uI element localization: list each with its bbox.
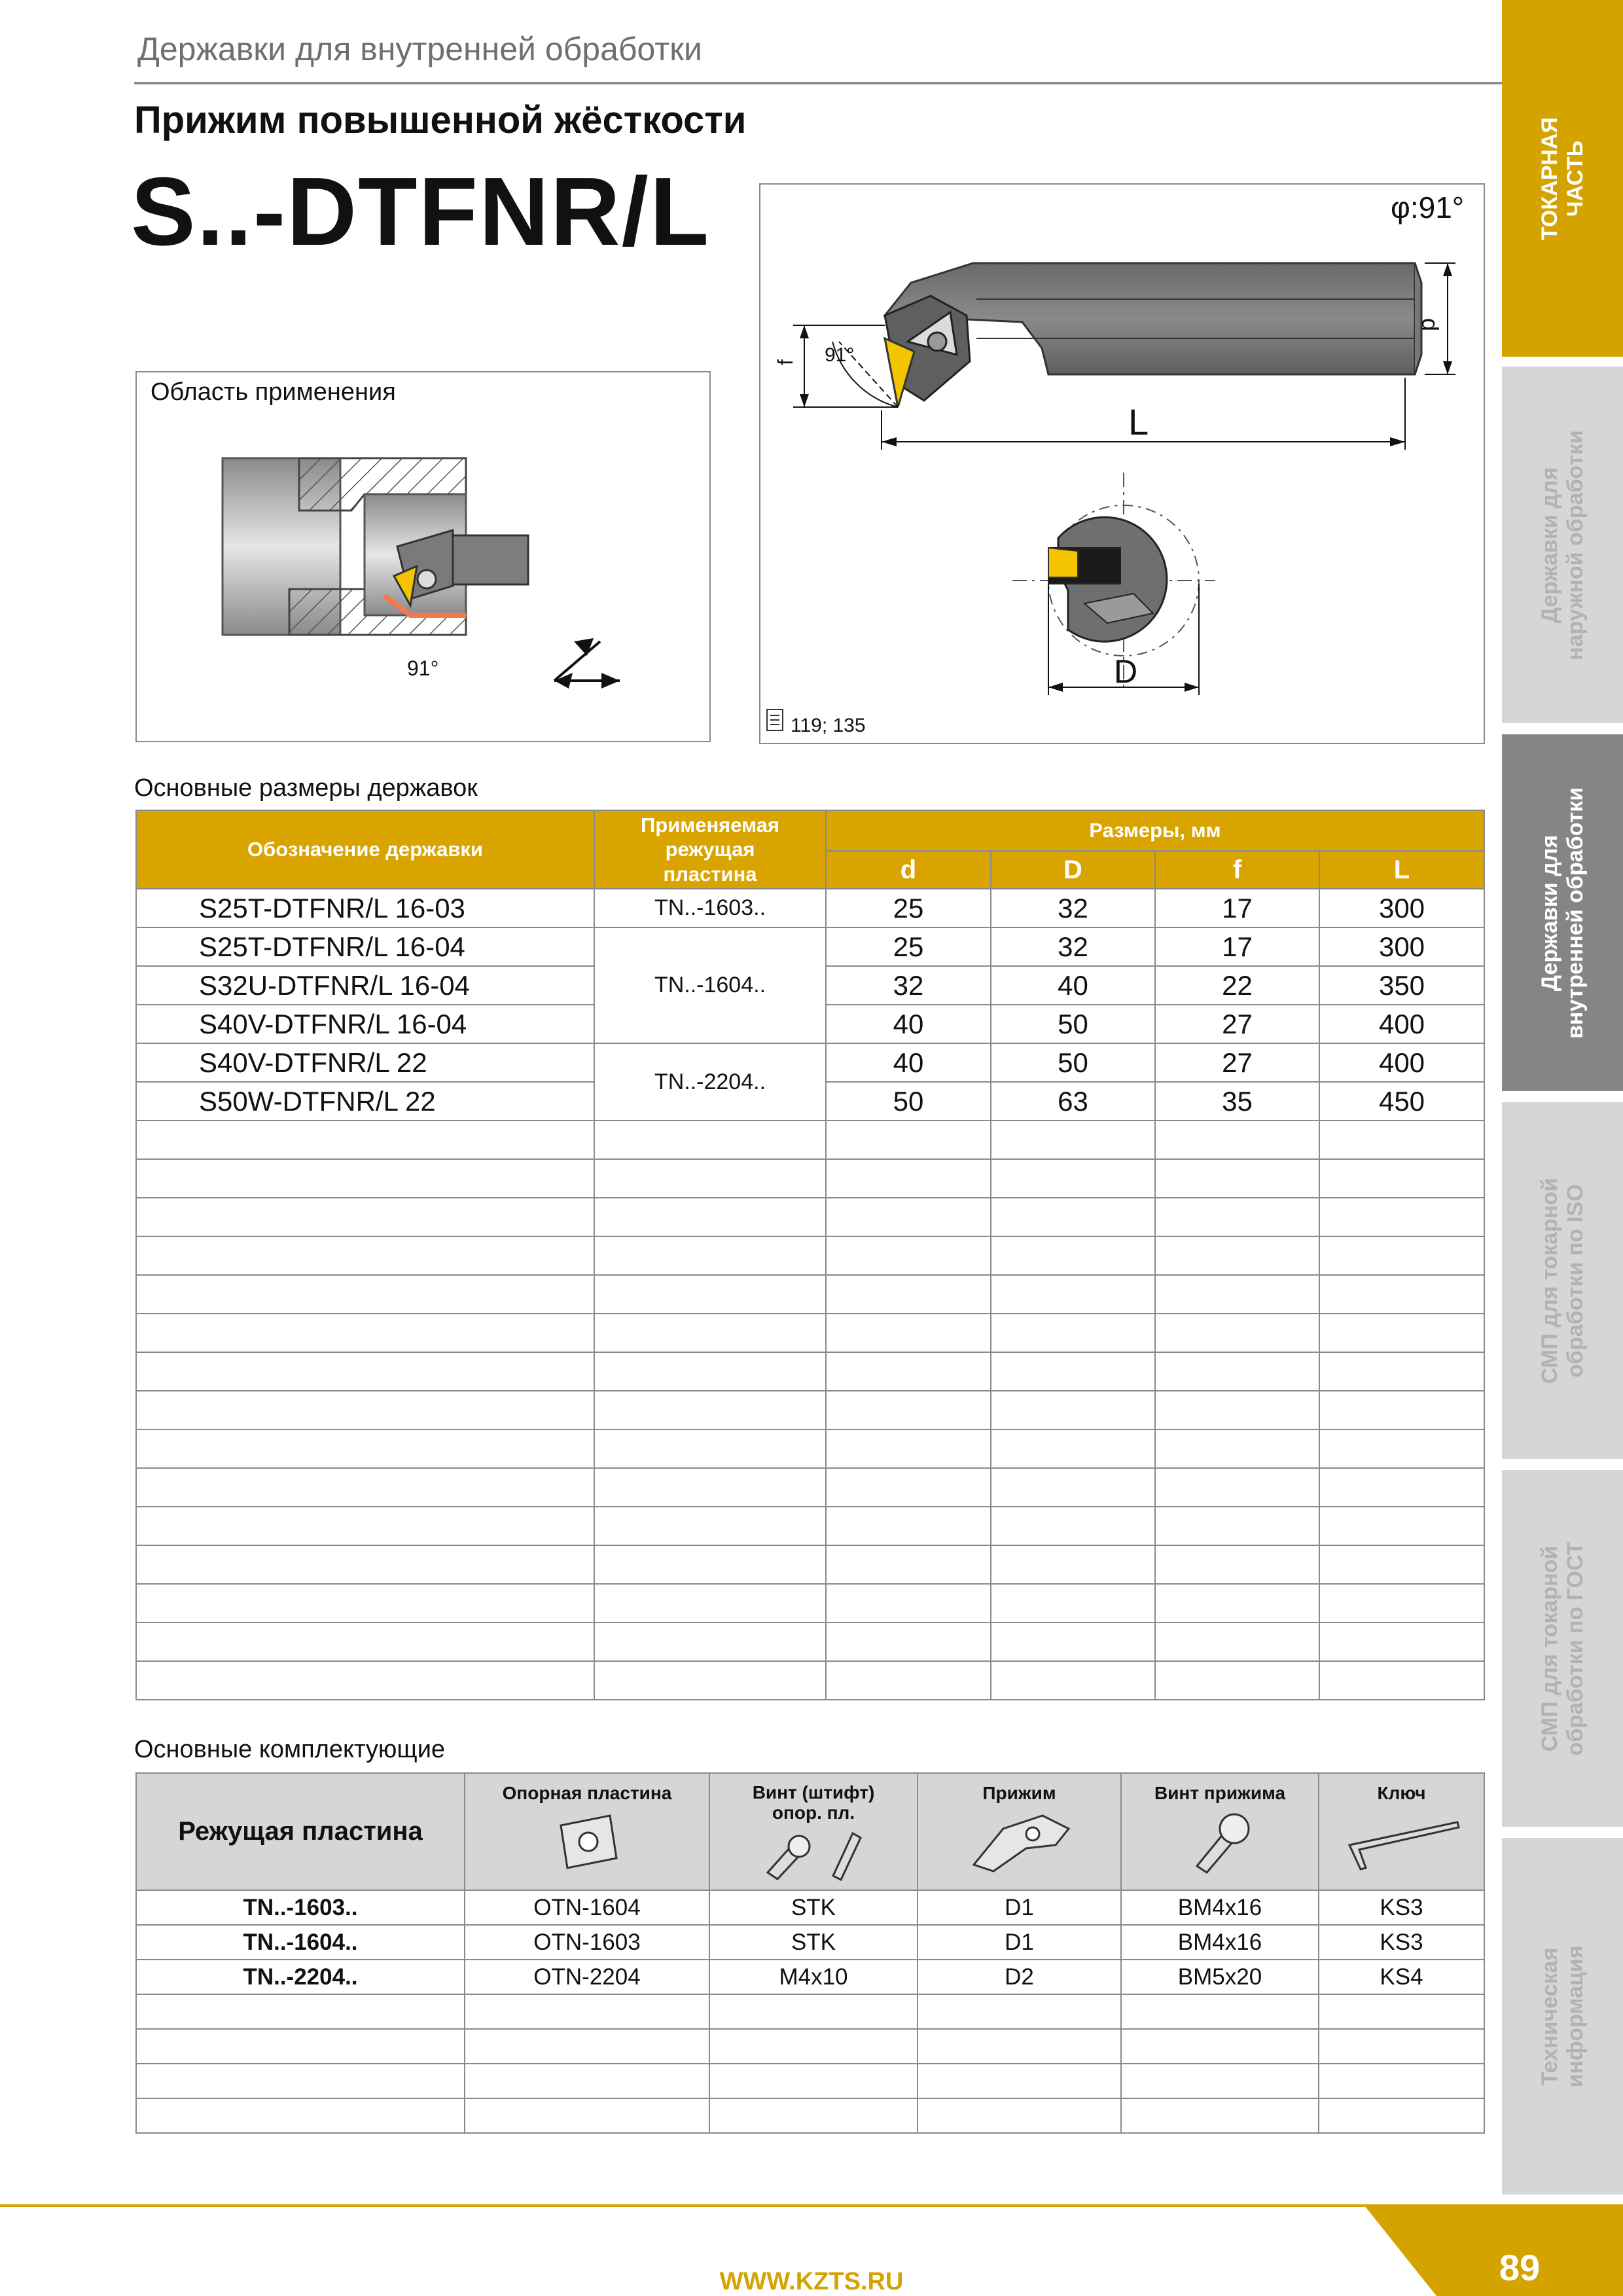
empty-row [136,1275,1484,1314]
empty-cell [465,1994,709,2029]
empty-cell [1155,1584,1319,1623]
empty-cell [826,1121,991,1159]
empty-row [136,1236,1484,1275]
empty-cell [1121,2098,1319,2133]
empty-cell [136,1275,594,1314]
clamp-screw-cell: BM5x20 [1121,1960,1319,1994]
footer-website-link[interactable]: WWW.KZTS.RU [719,2268,904,2295]
empty-cell [991,1314,1155,1352]
clamp-screw-cell: BM4x16 [1121,1890,1319,1925]
empty-cell [1155,1468,1319,1507]
col-clamp [918,1773,1121,1890]
empty-cell [991,1159,1155,1198]
empty-row [136,1198,1484,1236]
empty-cell [594,1584,826,1623]
table-row [136,1925,1484,1960]
empty-cell [991,1507,1155,1545]
empty-cell [594,1545,826,1584]
parts-caption: Основные комплектующие [134,1736,446,1763]
empty-cell [1319,1275,1484,1314]
value-d: 25 [826,927,991,966]
tab-label: Державки для наружной обработки [1537,429,1588,660]
col-insert: Режущая пластина [136,1773,465,1890]
value-f: 35 [1155,1082,1319,1121]
empty-cell [991,1198,1155,1236]
empty-cell [1155,1275,1319,1314]
empty-cell [1319,1584,1484,1623]
empty-cell [709,1994,918,2029]
empty-cell [709,2098,918,2133]
empty-cell [1319,1121,1484,1159]
col-key-label: Ключ [1377,1783,1426,1803]
empty-cell [1155,1429,1319,1468]
empty-cell [918,2098,1121,2133]
col-shim [465,1773,709,1890]
col-shim-screw-label: Винт (штифт) опор. пл. [752,1782,875,1823]
col-clamp-screw-label: Винт прижима [1154,1783,1286,1803]
empty-cell [991,1468,1155,1507]
empty-cell [826,1352,991,1391]
key-cell: KS3 [1319,1925,1484,1960]
empty-row [136,1507,1484,1545]
empty-cell [1319,1994,1484,2029]
tab-technical-info[interactable] [1502,1838,1623,2195]
empty-cell [1155,1159,1319,1198]
empty-cell [465,2029,709,2064]
empty-cell [1319,1429,1484,1468]
value-L: 300 [1319,927,1484,966]
table-row [136,1890,1484,1925]
reference-pages: 119; 135 [791,715,866,736]
empty-row [136,1468,1484,1507]
table-row [136,1960,1484,1994]
empty-cell [826,1275,991,1314]
empty-row [136,1314,1484,1352]
empty-cell [594,1352,826,1391]
empty-cell [826,1468,991,1507]
empty-row [136,2064,1484,2098]
empty-cell [709,2064,918,2098]
tab-label: СМП для токарной обработки по ГОСТ [1537,1541,1588,1755]
value-f: 27 [1155,1043,1319,1082]
empty-cell [136,1391,594,1429]
empty-cell [594,1236,826,1275]
value-L: 350 [1319,966,1484,1005]
clamp-cell: D1 [918,1925,1121,1960]
empty-cell [918,2064,1121,2098]
empty-row [136,2098,1484,2133]
empty-cell [594,1275,826,1314]
table-row [136,889,1484,927]
dim-L-label: L [1128,401,1149,442]
empty-cell [1319,2098,1484,2133]
clamp-screw-cell: BM4x16 [1121,1925,1319,1960]
dims-caption: Основные размеры державок [134,774,478,802]
col-d: d [826,851,991,889]
insert-cell: TN..-1604.. [136,1925,465,1960]
col-D: D [991,851,1155,889]
plate-cell: TN..-2204.. [594,1043,826,1121]
table-row [136,1043,1484,1082]
value-L: 300 [1319,889,1484,927]
empty-cell [1319,1468,1484,1507]
empty-cell [594,1121,826,1159]
empty-cell [594,1661,826,1700]
application-label: Область применения [151,378,396,406]
empty-row [136,1391,1484,1429]
application-angle: 91° [407,656,439,680]
empty-cell [594,1391,826,1429]
key-cell: KS4 [1319,1960,1484,1994]
value-D: 32 [991,889,1155,927]
empty-cell [991,1236,1155,1275]
empty-cell [136,1121,594,1159]
insert-cell: TN..-2204.. [136,1960,465,1994]
col-holder: Обозначение державки [136,810,594,889]
empty-cell [1319,2064,1484,2098]
empty-cell [136,1236,594,1275]
empty-cell [136,1314,594,1352]
shim-screw-icon [755,1823,872,1882]
empty-cell [1319,1159,1484,1198]
col-clamp-screw [1121,1773,1319,1890]
empty-cell [136,1623,594,1661]
dim-D-label: D [1114,653,1138,690]
value-D: 50 [991,1005,1155,1043]
value-f: 17 [1155,889,1319,927]
empty-cell [465,2098,709,2133]
empty-row [136,1994,1484,2029]
empty-cell [1155,1545,1319,1584]
empty-cell [136,1429,594,1468]
shim-screw-cell: M4x10 [709,1960,918,1994]
empty-cell [826,1198,991,1236]
empty-cell [1155,1198,1319,1236]
key-icon [1336,1809,1467,1874]
empty-cell [136,1994,465,2029]
col-plate: Применяемая режущая пластина [594,810,826,889]
value-L: 450 [1319,1082,1484,1121]
tab-label: Державки для внутренней обработки [1537,787,1588,1039]
empty-cell [136,1352,594,1391]
empty-cell [1319,1391,1484,1429]
empty-cell [991,1391,1155,1429]
empty-cell [136,2029,465,2064]
value-f: 17 [1155,927,1319,966]
empty-cell [826,1429,991,1468]
tab-gost-inserts[interactable] [1502,1470,1623,1827]
holder-name: S25T-DTFNR/L 16-03 [136,889,594,927]
empty-cell [1319,1352,1484,1391]
value-D: 50 [991,1043,1155,1082]
value-L: 400 [1319,1043,1484,1082]
empty-row [136,1429,1484,1468]
tab-label: Техническая информация [1537,1945,1588,2088]
empty-row [136,1584,1484,1623]
phi-label: φ:91° [1391,190,1465,224]
empty-cell [594,1623,826,1661]
plate-cell: TN..-1604.. [594,927,826,1043]
holder-name: S40V-DTFNR/L 22 [136,1043,594,1082]
empty-row [136,1159,1484,1198]
tab-label: СМП для токарной обработки по ISO [1537,1177,1588,1384]
value-d: 40 [826,1043,991,1082]
shim-icon [548,1809,626,1874]
empty-cell [991,1623,1155,1661]
empty-row [136,2029,1484,2064]
empty-cell [826,1661,991,1700]
clamp-cell: D2 [918,1960,1121,1994]
empty-cell [594,1429,826,1468]
empty-cell [136,1661,594,1700]
empty-cell [136,1507,594,1545]
dim-f-label: f [773,359,797,365]
col-sizes: Размеры, мм [826,810,1484,851]
empty-cell [709,2029,918,2064]
clamp-icon [964,1809,1075,1874]
empty-row [136,1121,1484,1159]
parts-table [135,1772,1485,2134]
empty-cell [991,1661,1155,1700]
section-title: Державки для внутренней обработки [137,31,702,67]
value-d: 25 [826,889,991,927]
tab-external-holders[interactable] [1502,367,1623,723]
page-number: 89 [1499,2247,1541,2288]
tab-internal-holders[interactable] [1502,734,1623,1091]
empty-cell [826,1623,991,1661]
empty-cell [136,2064,465,2098]
empty-cell [1155,1623,1319,1661]
empty-cell [465,2064,709,2098]
empty-cell [136,2098,465,2133]
empty-cell [991,1121,1155,1159]
plate-cell: TN..-1603.. [594,889,826,927]
empty-cell [826,1314,991,1352]
header-divider [134,82,1502,84]
shim-screw-cell: STK [709,1890,918,1925]
empty-cell [1319,2029,1484,2064]
col-f: f [1155,851,1319,889]
empty-cell [1319,1661,1484,1700]
empty-cell [136,1584,594,1623]
empty-cell [594,1198,826,1236]
value-d: 32 [826,966,991,1005]
value-d: 40 [826,1005,991,1043]
tab-label: ТОКАРНАЯ ЧАСТЬ [1537,117,1588,240]
col-shim-screw [709,1773,918,1890]
value-f: 27 [1155,1005,1319,1043]
holder-name: S32U-DTFNR/L 16-04 [136,966,594,1005]
empty-cell [991,1275,1155,1314]
key-cell: KS3 [1319,1890,1484,1925]
clamp-cell: D1 [918,1890,1121,1925]
empty-cell [1319,1623,1484,1661]
drawing-angle: 91° [825,344,855,366]
empty-cell [918,2029,1121,2064]
empty-cell [1121,2029,1319,2064]
table-row [136,927,1484,966]
empty-cell [1155,1507,1319,1545]
shim-cell: OTN-2204 [465,1960,709,1994]
page-subtitle: Прижим повышенной жёсткости [134,99,747,141]
empty-row [136,1352,1484,1391]
empty-cell [1155,1314,1319,1352]
shim-screw-cell: STK [709,1925,918,1960]
empty-cell [1319,1198,1484,1236]
col-key [1319,1773,1484,1890]
empty-cell [826,1507,991,1545]
empty-cell [826,1545,991,1584]
empty-cell [826,1391,991,1429]
empty-cell [594,1159,826,1198]
empty-cell [136,1198,594,1236]
empty-row [136,1661,1484,1700]
shim-cell: OTN-1604 [465,1890,709,1925]
empty-cell [991,1352,1155,1391]
value-d: 50 [826,1082,991,1121]
empty-cell [991,1429,1155,1468]
dimensions-table [135,810,1485,1700]
empty-cell [1155,1352,1319,1391]
empty-cell [826,1236,991,1275]
empty-cell [136,1159,594,1198]
tab-turning[interactable] [1502,0,1623,357]
empty-cell [1319,1314,1484,1352]
empty-cell [1121,1994,1319,2029]
value-L: 400 [1319,1005,1484,1043]
empty-cell [1155,1236,1319,1275]
col-clamp-label: Прижим [982,1783,1056,1803]
empty-cell [1319,1236,1484,1275]
empty-cell [1319,1507,1484,1545]
empty-cell [1319,1545,1484,1584]
empty-cell [1155,1661,1319,1700]
value-f: 22 [1155,966,1319,1005]
insert-cell: TN..-1603.. [136,1890,465,1925]
value-D: 63 [991,1082,1155,1121]
empty-row [136,1623,1484,1661]
empty-cell [1155,1391,1319,1429]
empty-cell [918,1994,1121,2029]
shim-cell: OTN-1603 [465,1925,709,1960]
col-L: L [1319,851,1484,889]
empty-cell [826,1159,991,1198]
holder-name: S25T-DTFNR/L 16-04 [136,927,594,966]
dim-d-label: d [1417,317,1444,332]
tab-iso-inserts[interactable] [1502,1102,1623,1459]
empty-cell [991,1584,1155,1623]
clamp-screw-icon [1181,1804,1259,1876]
empty-cell [991,1545,1155,1584]
empty-cell [1121,2064,1319,2098]
empty-cell [594,1507,826,1545]
value-D: 40 [991,966,1155,1005]
empty-cell [136,1468,594,1507]
page-title: S..-DTFNR/L [131,158,711,266]
empty-cell [826,1584,991,1623]
empty-cell [594,1314,826,1352]
value-D: 32 [991,927,1155,966]
empty-row [136,1545,1484,1584]
empty-cell [136,1545,594,1584]
empty-cell [594,1468,826,1507]
empty-cell [1155,1121,1319,1159]
holder-name: S50W-DTFNR/L 22 [136,1082,594,1121]
col-shim-label: Опорная пластина [502,1783,672,1803]
holder-name: S40V-DTFNR/L 16-04 [136,1005,594,1043]
